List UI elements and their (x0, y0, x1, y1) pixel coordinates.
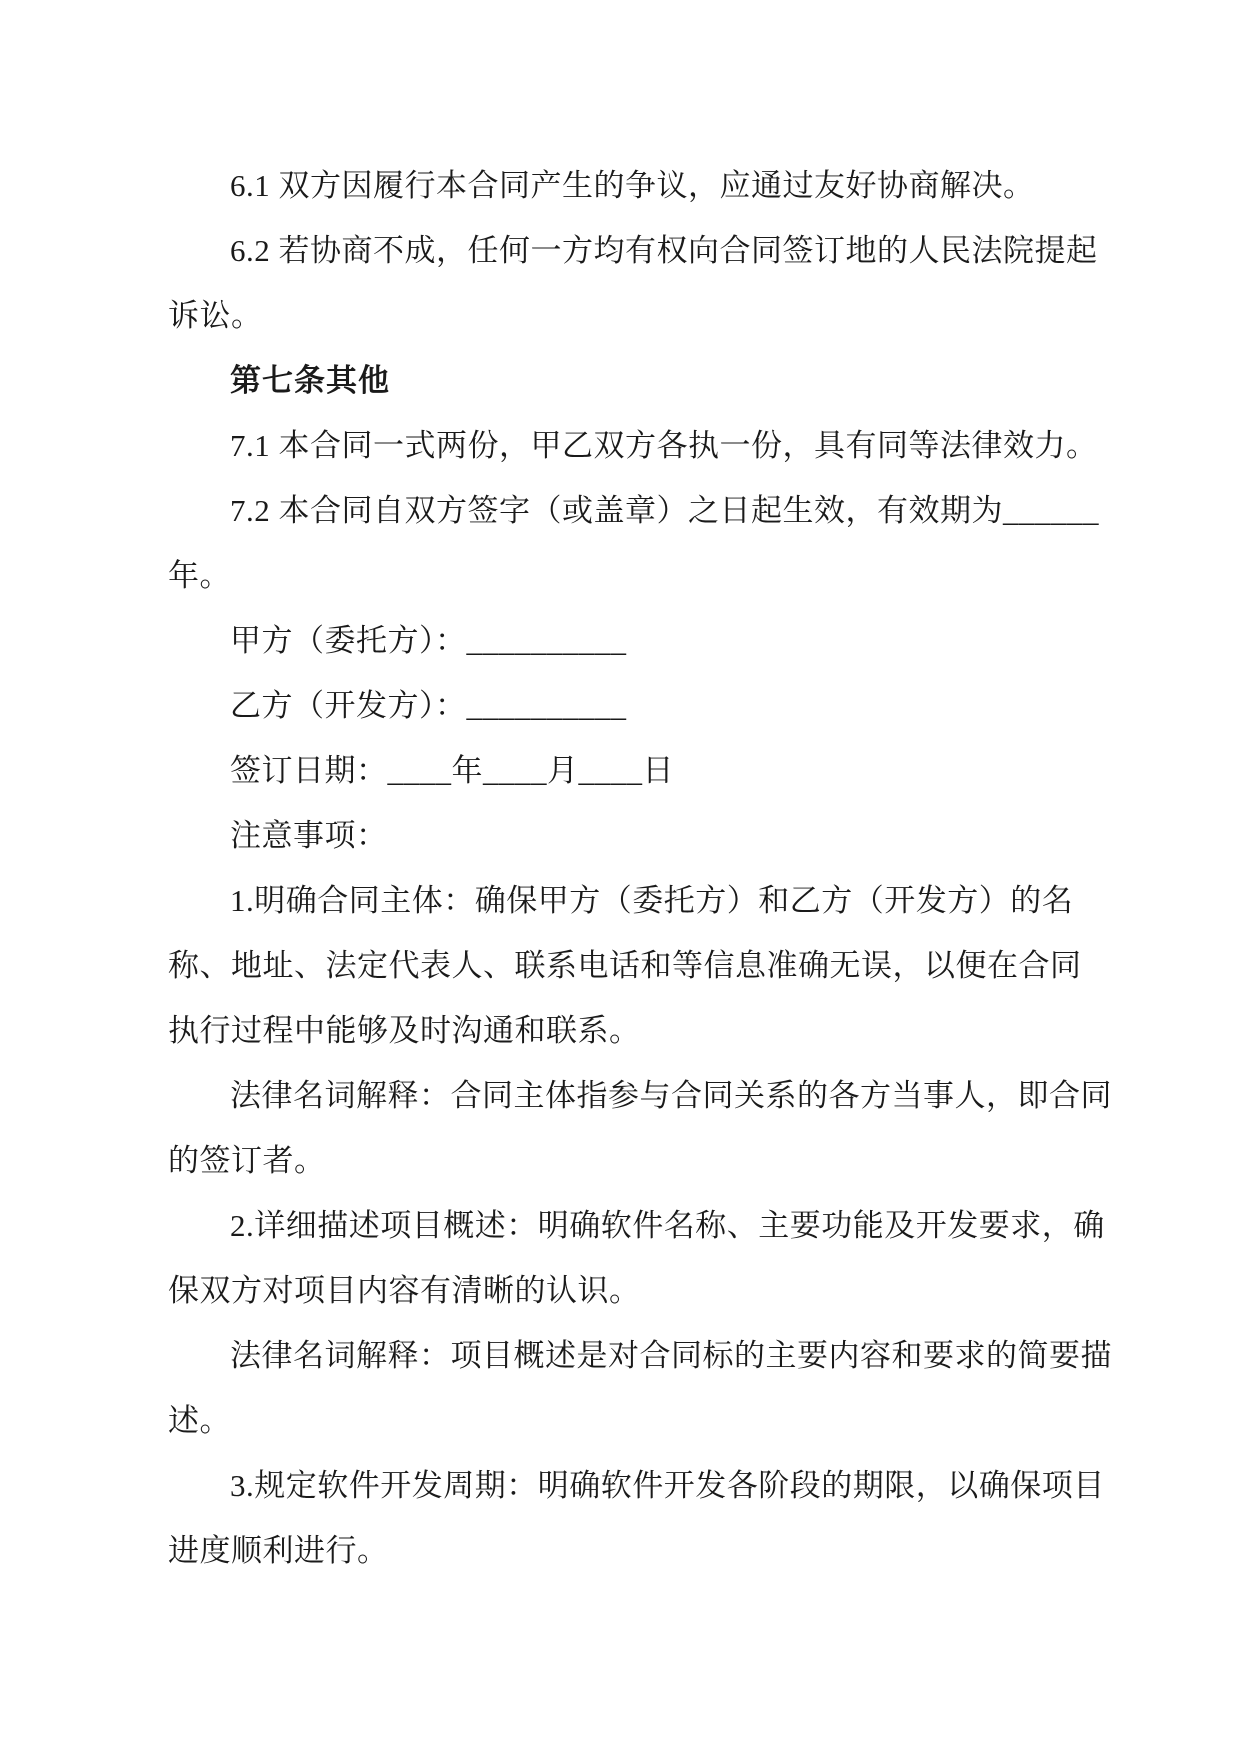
note-1-line-1: 1.明确合同主体：确保甲方（委托方）和乙方（开发方）的名 (230, 883, 1074, 918)
signing-date-line: 签订日期：____年____月____日 (230, 753, 674, 788)
legal-term-2-line-2: 述。 (168, 1403, 231, 1438)
notes-heading-line: 注意事项： (230, 818, 388, 853)
legal-term-2-line-1: 法律名词解释：项目概述是对合同标的主要内容和要求的简要描 (230, 1338, 1112, 1373)
note-1-line-3: 执行过程中能够及时沟通和联系。 (168, 1013, 641, 1048)
note-2-line-2: 保双方对项目内容有清晰的认识。 (168, 1273, 641, 1308)
party-a-signature-line: 甲方（委托方）：__________ (230, 623, 627, 658)
clause-7-1-line: 7.1 本合同一式两份，甲乙双方各执一份，具有同等法律效力。 (230, 428, 1098, 463)
clause-6-1-line: 6.1 双方因履行本合同产生的争议，应通过友好协商解决。 (230, 168, 1035, 203)
clause-6-2-line-2: 诉讼。 (168, 298, 263, 333)
legal-term-1-line-2: 的签订者。 (168, 1143, 326, 1178)
note-3-line-1: 3.规定软件开发周期：明确软件开发各阶段的期限，以确保项目 (230, 1468, 1105, 1503)
note-2-line-1: 2.详细描述项目概述：明确软件名称、主要功能及开发要求，确 (230, 1208, 1105, 1243)
clause-7-2-line-2: 年。 (168, 558, 231, 593)
article-7-heading: 第七条其他 (230, 363, 390, 398)
legal-term-1-line-1: 法律名词解释：合同主体指参与合同关系的各方当事人，即合同 (230, 1078, 1112, 1113)
party-b-signature-line: 乙方（开发方）：__________ (230, 688, 627, 723)
clause-6-2-line-1: 6.2 若协商不成，任何一方均有权向合同签订地的人民法院提起 (230, 233, 1098, 268)
contract-text-block (168, 153, 1112, 1583)
note-3-line-2: 进度顺利进行。 (168, 1533, 389, 1568)
note-1-line-2: 称、地址、法定代表人、联系电话和等信息准确无误，以便在合同 (168, 948, 1082, 983)
clause-7-2-line-1: 7.2 本合同自双方签字（或盖章）之日起生效，有效期为______ (230, 493, 1099, 528)
